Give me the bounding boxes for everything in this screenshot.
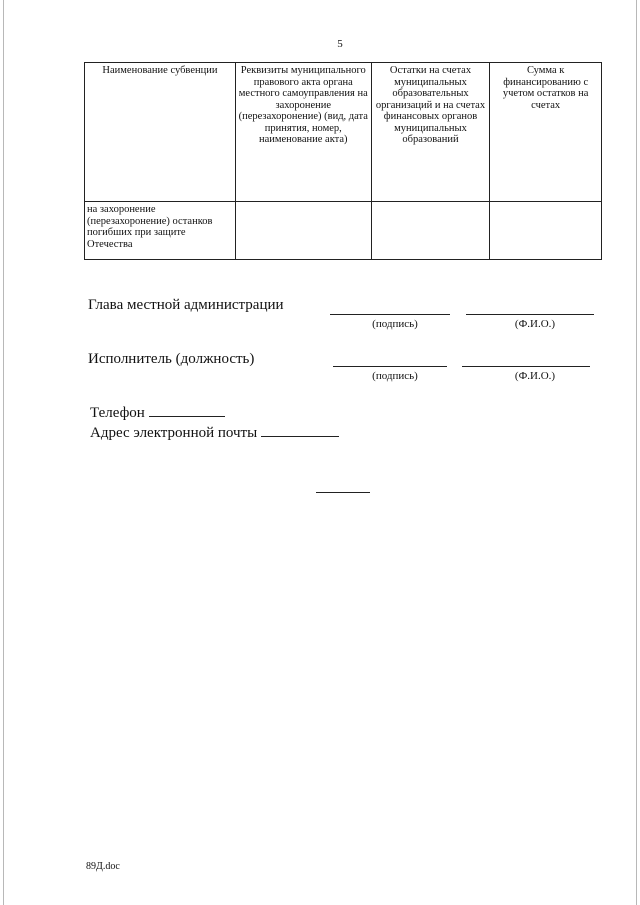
table-cell-amount (490, 202, 602, 260)
email-line (90, 423, 339, 442)
table-header-row (85, 63, 602, 202)
head-signature-line (330, 314, 450, 315)
head-name-line (466, 314, 594, 315)
executor-label: Исполнитель (должность) (88, 351, 255, 367)
subsidy-table (84, 62, 602, 260)
executor-signature-line (333, 366, 447, 367)
header-subsidy-name: Наименование субвенции (85, 63, 236, 202)
header-account-balances: Остатки на счетах муниципальных образовательных организаций и на счетах финансовых органов муниципальных образований (371, 63, 490, 202)
table-cell-subsidy-name: на захоронение (перезахоронение) останков погибших при защите Отечества (85, 202, 236, 260)
email-label: Адрес электронной почты (90, 425, 258, 441)
table-cell-legal-act (235, 202, 371, 260)
email-blank (261, 423, 339, 437)
header-legal-act-details: Реквизиты муниципального правового акта органа местного самоуправления на захоронение (перезахоронение) (вид, дата принятия, номер, наименование акта) (235, 63, 371, 202)
executor-name-caption: (Ф.И.О.) (514, 370, 556, 382)
executor-name-line (462, 366, 590, 367)
head-signature-caption: (подпись) (372, 318, 418, 330)
phone-line (90, 403, 225, 422)
executor-signature-caption: (подпись) (372, 370, 418, 382)
table-cell-balances (371, 202, 490, 260)
phone-label: Телефон (90, 405, 145, 421)
scan-edge-right (636, 0, 637, 905)
scan-edge-left (3, 0, 4, 905)
document-filename: 89Д.doc (86, 861, 120, 872)
phone-blank (149, 403, 225, 417)
end-of-document-dash (316, 492, 370, 493)
page-number: 5 (337, 38, 343, 50)
head-of-administration-label: Глава местной администрации (88, 297, 284, 313)
table-row (85, 202, 602, 260)
header-funding-amount: Сумма к финансированию с учетом остатков на счетах (490, 63, 602, 202)
head-name-caption: (Ф.И.О.) (514, 318, 556, 330)
